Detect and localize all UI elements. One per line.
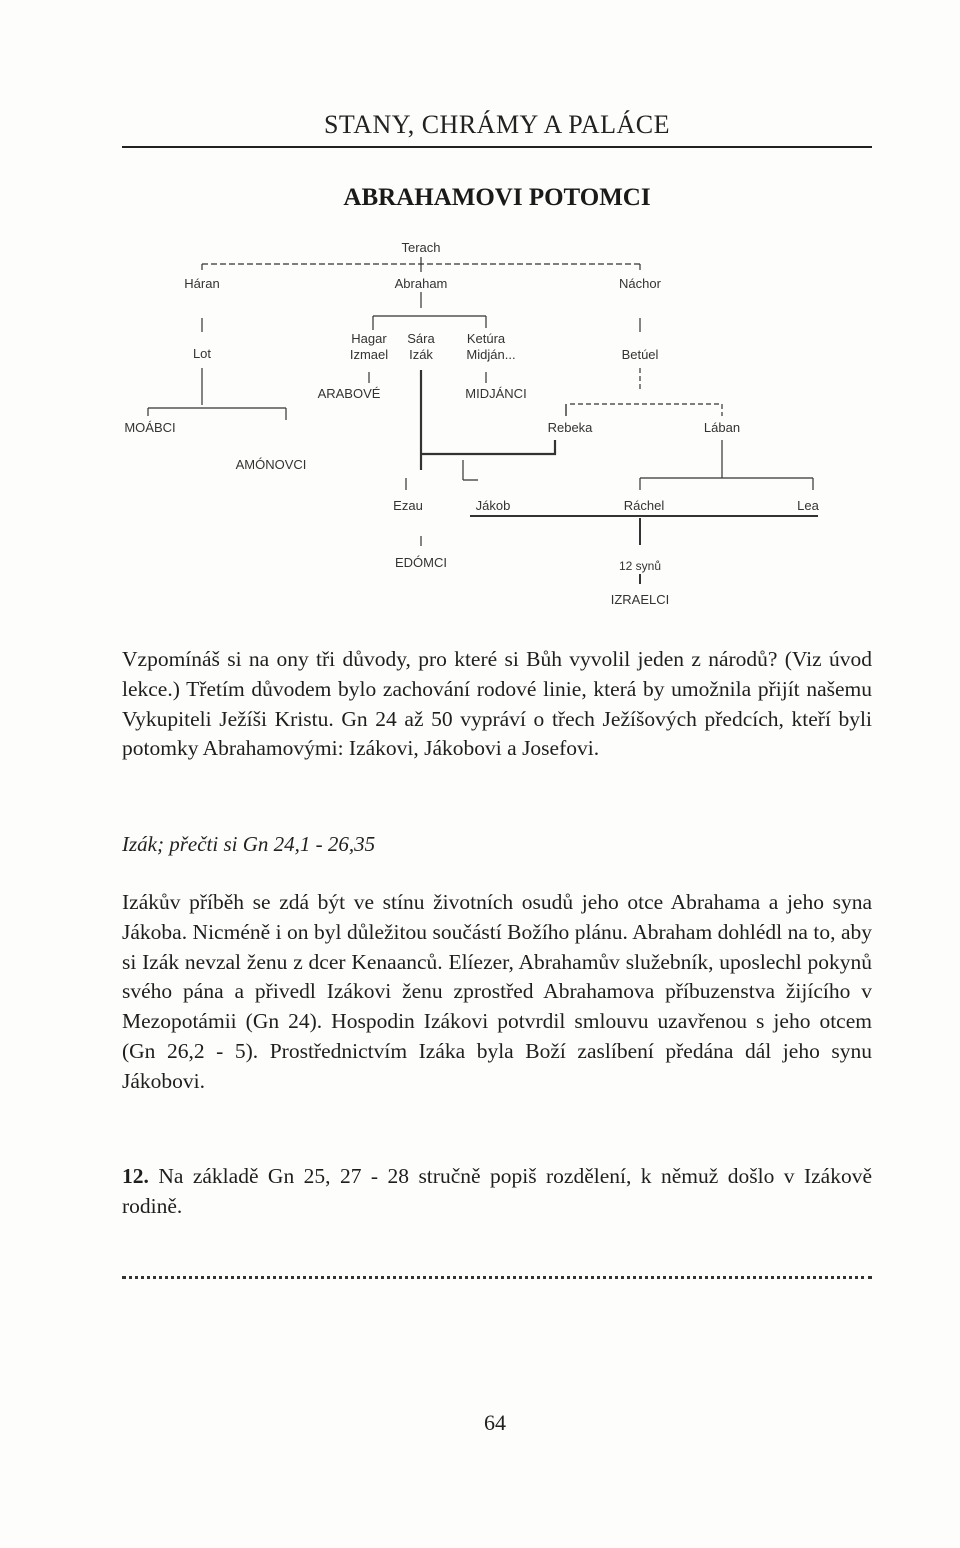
node-synu: 12 synů [618,559,662,573]
node-jakob: Jákob [475,498,511,513]
line-abraham-wives [373,316,486,330]
answer-dotted-line[interactable] [122,1276,872,1279]
node-hagar: Hagar [351,331,387,346]
body-paragraph-2: Izákův příběh se zdá být ve stínu životních osudů jeho otce Abrahama a jeho syna Jákoba. Nicméně i on byl důležitou součástí Božího plánu. Abraham dohlédl na to, aby si Izák nevzal ženu z dcer Kenaanců. Elíezer, Abrahamův služebník, uposlechl pokynů svého pána a přivedl Izákovi ženu zprostřed Abrahamova příbuzenstva žijícího v Mezopotámii (Gn 24). Hospodin Izákovi potvrdil smlouvu uzavřenou s jeho otcem (Gn 26,2 - 5). Prostřednictvím Izáka byla Boží zaslíbení předána dál jeho synu Jákobovi. [122,890,872,1093]
node-izak: Izák [409,347,433,362]
exercise-number: 12. [122,1164,149,1188]
node-sara: Sára [407,331,435,346]
node-amonovci: AMÓNOVCI [235,457,307,472]
node-terach: Terach [401,240,441,255]
node-abraham: Abraham [394,276,448,291]
line-laban-daughters [640,440,813,490]
node-laban: Lában [703,420,741,435]
node-haran: Háran [184,276,220,291]
node-lot: Lot [192,346,212,361]
node-midjan: Midján... [466,347,516,362]
node-ketura: Ketúra [466,331,506,346]
line-izak-sons [421,370,555,470]
line-betuel-children [570,368,722,416]
node-edomci: EDÓMCI [395,555,447,570]
node-izmael: Izmael [349,347,389,362]
node-rebeka: Rebeka [547,420,593,435]
node-moabci: MOÁBCI [124,420,176,435]
node-arabove: ARABOVÉ [317,386,381,401]
body-paragraph-1: Vzpomínáš si na ony tři důvody, pro které si Bůh vyvolil jeden z národů? (Viz úvod lekce.) Třetím důvodem bylo zachování rodové linie, která by umožnila přijít našemu Vykupiteli Ježíši Kristu. Gn 24 až 50 vypráví o třech Ježíšových předcích, kteří byli potomky Abrahamovými: Izákovi, Jákobovi a Josefovi. [122,647,872,761]
node-izraelci: IZRAELCI [610,592,670,607]
line-lot-sons [148,408,286,420]
node-lea: Lea [797,498,819,513]
node-midjanci: MIDJÁNCI [465,386,527,401]
family-tree [0,0,960,620]
node-rachel: Ráchel [623,498,665,513]
page-number: 64 [484,1410,506,1435]
exercise-text: Na základě Gn 25, 27 - 28 stručně popiš rozdělení, k němuž došlo v Izákově rodině. [122,1164,873,1218]
node-ezau: Ezau [393,498,423,513]
tree-nodes [124,240,819,607]
running-head: STANY, CHRÁMY A PALÁCE [323,110,671,139]
family-tree-title: ABRAHAMOVI POTOMCI [343,184,651,211]
node-betuel: Betúel [621,347,659,362]
exercise-12 [122,1162,872,1222]
line-izak-ezau-jakob [406,460,478,490]
node-nachor: Náchor [619,276,661,291]
section-subheading: Izák; přečti si Gn 24,1 - 26,35 [122,832,376,856]
